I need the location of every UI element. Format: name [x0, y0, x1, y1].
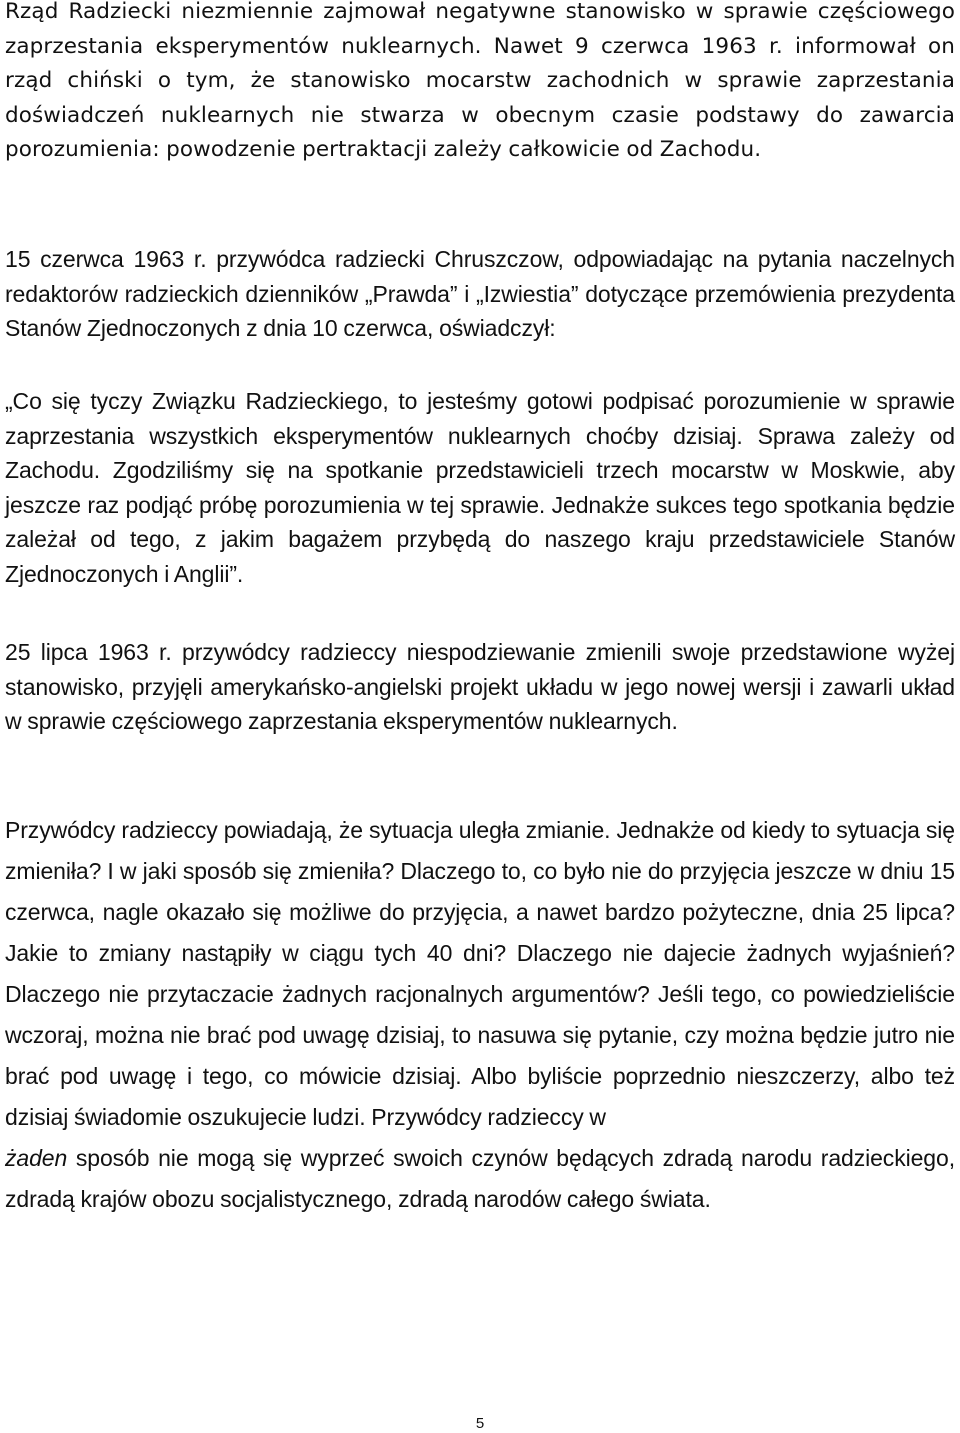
emphasized-word: żaden [5, 1145, 68, 1171]
paragraph-july-agreement: 25 lipca 1963 r. przywódcy radzieccy niespodziewanie zmienili swoje przedstawione wyżej stanowisko, przyjęli amerykańsko-angielski projekt układu w jego nowej wersji i zawarli układ w sprawie częściowego zaprzestania eksperymentów nuklearnych. [5, 639, 955, 734]
paragraph-quotation: „Co się tyczy Związku Radzieckiego, to jesteśmy gotowi podpisać porozumienie w sprawie zaprzestania wszystkich eksperymentów nuklearnych choćby dzisiaj. Sprawa zależy od Zachodu. Zgodziliśmy się na spotkanie przedstawicieli trzech mocarstw w Moskwie, aby jeszcze raz podjąć próbę porozumienia w tej sprawie. Jednakże sukces tego spotkania będzie zależał od tego, z jakim bagażem przybędą do naszego kraju przedstawiciele Stanów Zjednoczonych i Anglii”. [5, 388, 955, 587]
paragraph-soviet-position: Rząd Radziecki niezmiennie zajmował negatywne stanowisko w sprawie częściowego zaprzestania eksperymentów nuklearnych. Nawet 9 czerwca 1963 r. informował on rząd chiński o tym, że stanowisko mocarstw zachodnich w sprawie zaprzestania doświadczeń nuklearnych nie stwarza w obecnym czasie podstawy do zawarcia porozumienia: powodzenie pertraktacji zależy całkowicie od Zachodu. [5, 0, 955, 162]
page-number: 5 [475, 1415, 485, 1432]
paragraph-questions-start: Przywódcy radzieccy powiadają, że sytuacja uległa zmianie. Jednakże od kiedy to sytuacja się zmieniła? I w jaki sposób się zmieniła? Dlaczego to, co było nie do przyjęcia jeszcze w dniu 15 czerwca, nagle okazało się możliwe do przyjęcia, a nawet bardzo pożyteczne, dnia 25 lipca? Jakie to zmiany nastąpiły w ciągu tych 40 dni? Dlaczego nie dajecie żadnych wyjaśnień? Dlaczego nie przytaczacie żadnych racjonalnych argumentów? Jeśli tego, co powiedzieliście wczoraj, można nie brać pod uwagę dzisiaj, to nasuwa się pytanie, czy można będzie jutro nie brać pod uwagę i tego, co mówicie dzisiaj. Albo byliście poprzednio nieszczerzy, albo też dzisiaj świadomie oszukujecie ludzi. Przywódcy radzieccy w [5, 817, 955, 1130]
paragraph-questions [5, 810, 955, 1220]
paragraph-questions-end: sposób nie mogą się wyprzeć swoich czynów będących zdradą narodu radzieckiego, zdradą krajów obozu socjalistycznego, zdradą narodów całego świata. [5, 1145, 955, 1212]
paragraph-khrushchev-statement: 15 czerwca 1963 r. przywódca radziecki Chruszczow, odpowiadając na pytania naczelnych redaktorów radzieckich dzienników „Prawda” i „Izwiestia” dotyczące przemówienia prezydenta Stanów Zjednoczonych z dnia 10 czerwca, oświadczył: [5, 246, 955, 341]
